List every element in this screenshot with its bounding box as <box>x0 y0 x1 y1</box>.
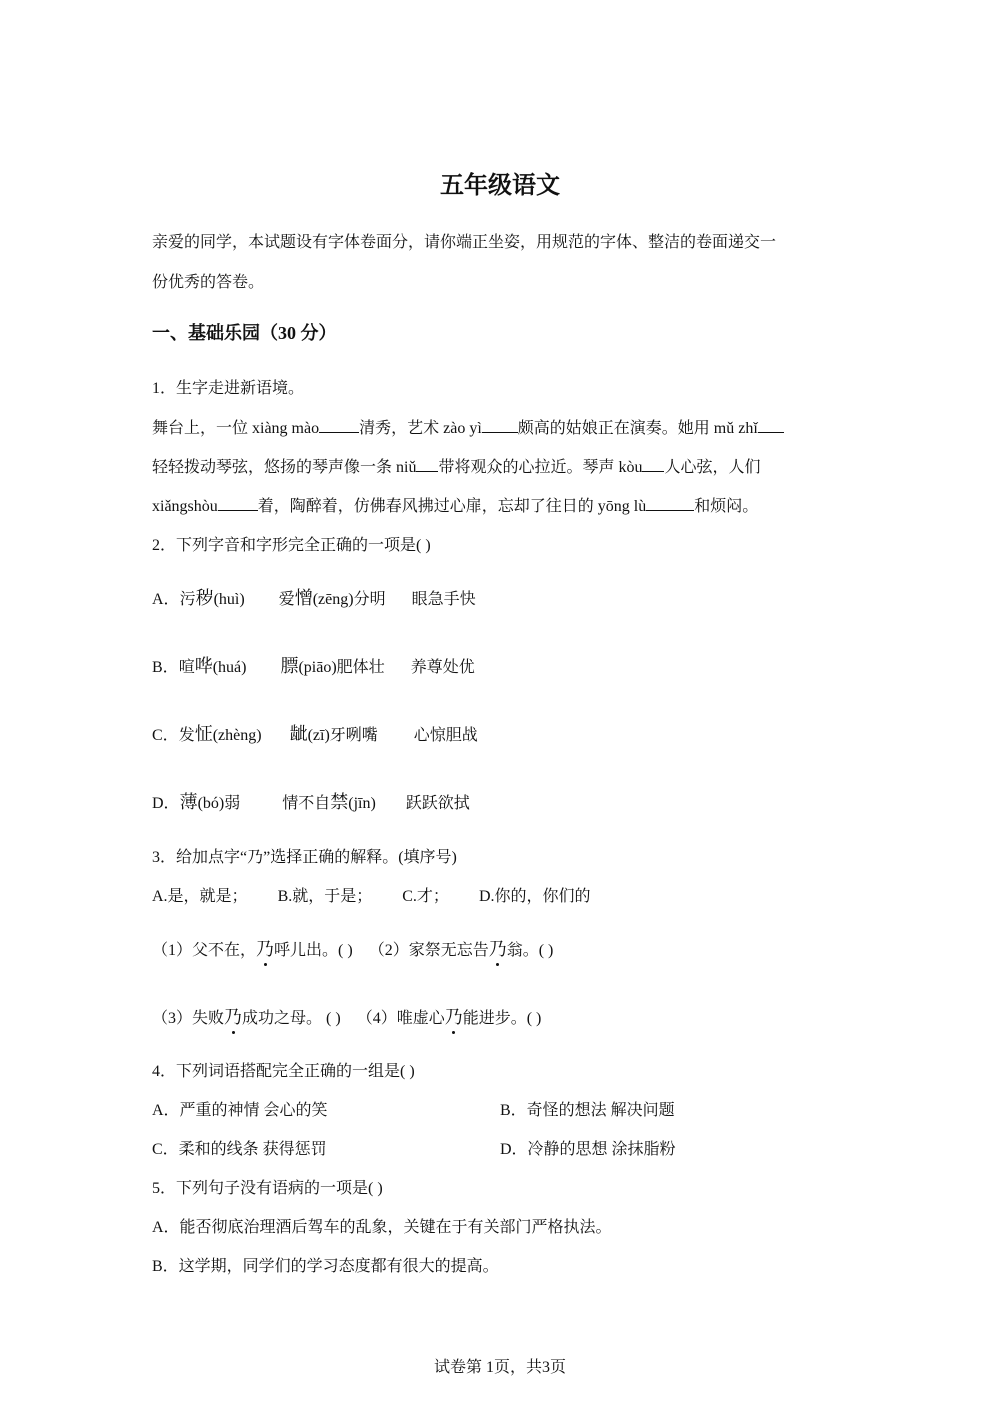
option-text: 养尊处优 <box>410 659 475 676</box>
intro-line-1: 亲爱的同学，本试题设有字体卷面分，请你端正坐姿，用规范的字体、整洁的卷面递交一 <box>152 234 777 251</box>
q2-option-c[interactable] <box>152 723 478 747</box>
q1-text: 着，陶醉着，仿佛春风拂过心扉，忘却了往日的 yōng lù <box>257 498 647 515</box>
q1-paragraph-line-1 <box>152 417 784 440</box>
page-footer: 试卷第 1页，共3页 <box>433 1359 566 1376</box>
q1-text: xiǎngshòu <box>152 498 218 515</box>
q3-sentence-3[interactable] <box>152 1007 341 1027</box>
option-text: 发 <box>178 727 195 744</box>
option-char: 秽 <box>195 588 214 608</box>
option-text: (piāo)肥体壮 <box>298 659 385 676</box>
q5-stem: 5．下列句子没有语病的一项是( ) <box>152 1180 383 1197</box>
dotted-char: 乃 <box>444 1007 463 1027</box>
option-char: 憎 <box>294 588 313 608</box>
q4-option-d[interactable]: D．冷静的思想 涂抹脂粉 <box>500 1141 676 1158</box>
q3-sentence-row-1 <box>152 938 553 962</box>
sentence-text: 翁。( ) <box>506 942 554 959</box>
q2-option-b[interactable] <box>152 655 475 679</box>
option-char: 禁 <box>330 792 349 812</box>
option-text: 眼急手快 <box>411 591 476 608</box>
option-text: A.是，就是； <box>152 888 248 905</box>
intro-line-2: 份优秀的答卷。 <box>152 274 265 291</box>
option-text: 心惊胆战 <box>413 727 478 744</box>
option-text: C.才； <box>402 888 449 905</box>
sentence-text: （1）父不在， <box>152 942 257 959</box>
option-char: 怔 <box>194 724 213 744</box>
q5-option-b[interactable]: B．这学期，同学们的学习态度都有很大的提高。 <box>152 1258 499 1275</box>
option-text: 污 <box>179 591 196 608</box>
answer-blank[interactable] <box>482 417 518 433</box>
q4-option-c[interactable]: C．柔和的线条 获得惩罚 <box>152 1141 327 1158</box>
q5-option-a[interactable]: A．能否彻底治理酒后驾车的乱象，关键在于有关部门严格执法。 <box>152 1219 612 1236</box>
dotted-char: 乃 <box>224 1007 243 1027</box>
option-char: 哗 <box>194 656 213 676</box>
sentence-text: （3）失败 <box>152 1010 225 1027</box>
option-text: (zhèng) <box>212 727 262 744</box>
sentence-text: 成功之母。 ( ) <box>242 1010 341 1027</box>
q1-text: 舞台上，一位 xiàng mào <box>152 420 320 437</box>
sentence-text: （4）唯虚心 <box>356 1010 445 1027</box>
section-heading: 一、基础乐园（30 分） <box>152 323 337 343</box>
sentence-text: 呼儿出。( ) <box>274 942 353 959</box>
option-label: A． <box>152 591 180 608</box>
dotted-char: 乃 <box>488 939 507 959</box>
q1-text: 轻轻拨动琴弦，悠扬的琴声像一条 niǔ <box>152 459 417 476</box>
answer-blank[interactable] <box>416 456 438 472</box>
option-text: 喧 <box>178 659 195 676</box>
answer-blank[interactable] <box>758 417 784 433</box>
q1-text: 人心弦，人们 <box>664 459 761 476</box>
dotted-char: 乃 <box>256 939 275 959</box>
q2-option-d[interactable] <box>152 791 470 815</box>
option-text: B.就，于是； <box>277 888 373 905</box>
option-text: 爱 <box>278 591 295 608</box>
option-char: 龇 <box>289 724 308 744</box>
option-text: (bó)弱 <box>197 795 241 812</box>
page-title: 五年级语文 <box>440 173 560 199</box>
sentence-text: （2）家祭无忘告 <box>368 942 489 959</box>
q1-text: 清秀，艺术 zào yì <box>359 420 482 437</box>
option-char: 薄 <box>179 792 198 812</box>
answer-blank[interactable] <box>646 495 694 511</box>
option-text: 情不自 <box>282 795 331 812</box>
q1-paragraph-line-2 <box>152 456 760 479</box>
q1-text: 颇高的姑娘正在演奏。她用 mǔ zhǐ <box>517 420 758 437</box>
option-text: (zēng)分明 <box>312 591 386 608</box>
q3-options <box>152 886 591 908</box>
q1-paragraph-line-3 <box>152 495 758 518</box>
option-text: (huì) <box>213 591 245 608</box>
option-text: D.你的，你们的 <box>478 888 591 905</box>
q1-stem: 1．生字走进新语境。 <box>152 380 305 397</box>
q1-text: 和烦闷。 <box>694 498 759 515</box>
option-text: 跃跃欲拭 <box>405 795 470 812</box>
option-label: C． <box>152 727 179 744</box>
q2-stem: 2．下列字音和字形完全正确的一项是( ) <box>152 537 431 554</box>
option-label: D． <box>152 795 180 812</box>
q4-option-a[interactable]: A．严重的神情 会心的笑 <box>152 1102 328 1119</box>
q3-sentence-row-2 <box>152 1006 541 1030</box>
option-text: (jīn) <box>348 795 376 812</box>
answer-blank[interactable] <box>319 417 359 433</box>
q3-sentence-2[interactable] <box>368 939 554 959</box>
answer-blank[interactable] <box>642 456 664 472</box>
q2-option-a[interactable] <box>152 587 476 611</box>
q4-stem: 4．下列词语搭配完全正确的一组是( ) <box>152 1063 415 1080</box>
option-text: (huá) <box>212 659 247 676</box>
q3-sentence-4[interactable] <box>356 1007 542 1027</box>
option-label: B． <box>152 659 179 676</box>
option-text: (zī)牙咧嘴 <box>307 727 378 744</box>
q3-sentence-1[interactable] <box>152 939 353 959</box>
option-char: 膘 <box>280 656 299 676</box>
q3-stem: 3．给加点字“乃”选择正确的解释。(填序号) <box>152 849 457 866</box>
q4-option-b[interactable]: B．奇怪的想法 解决问题 <box>500 1102 675 1119</box>
sentence-text: 能进步。( ) <box>462 1010 542 1027</box>
answer-blank[interactable] <box>218 495 258 511</box>
q1-text: 带将观众的心拉近。琴声 kòu <box>438 459 643 476</box>
